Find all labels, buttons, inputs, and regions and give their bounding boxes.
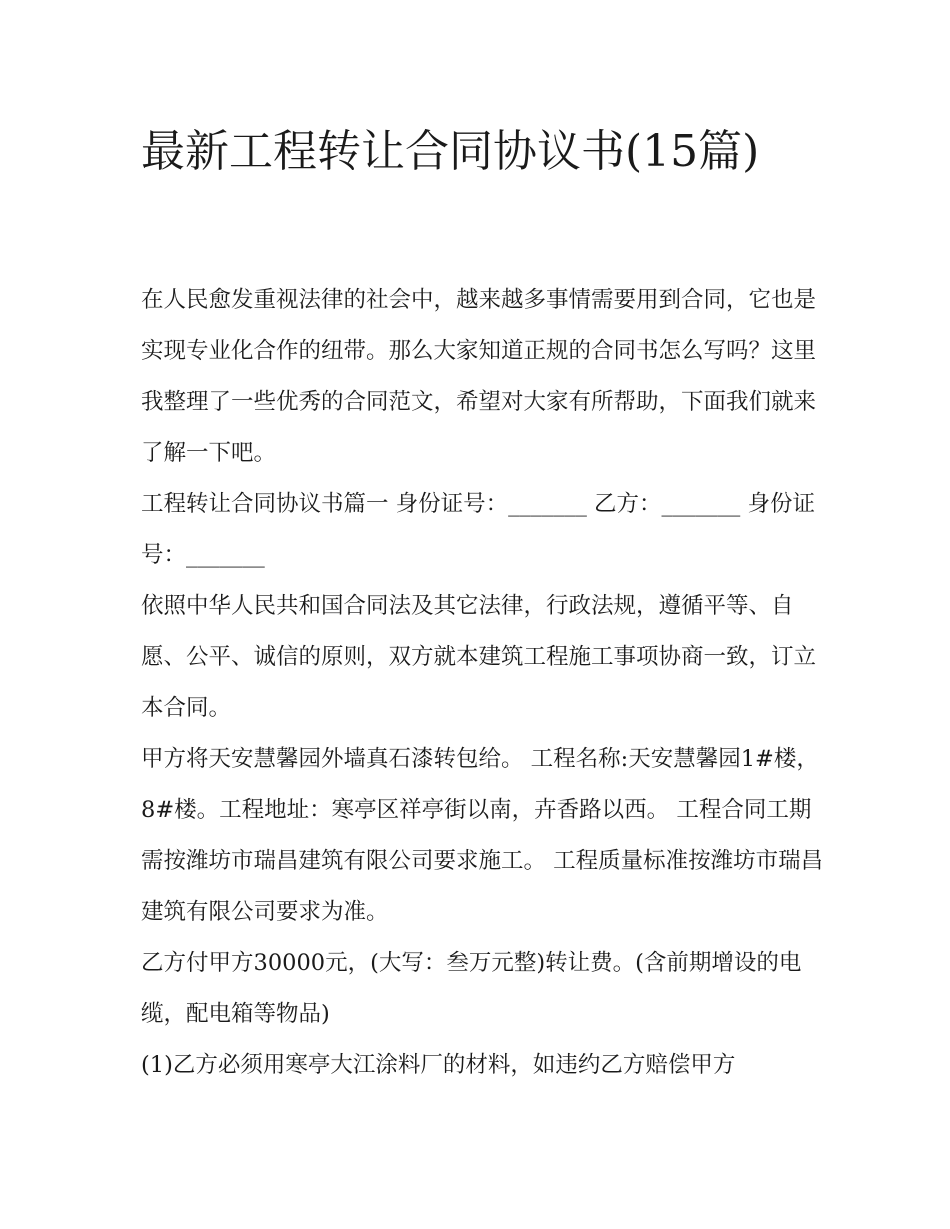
paragraph-payment: 乙方付甲方30000元，(大写：叁万元整)转让费。(含前期增设的电缆，配电箱等物品) bbox=[141, 950, 802, 1027]
paragraph-project-info: 甲方将天安慧馨园外墙真石漆转包给。 工程名称:天安慧馨园1#楼，8#楼。工程地址：寒亭区祥亭街以南，卉香路以西。 工程合同工期需按潍坊市瑞昌建筑有限公司要求施工。 工程质量标准按潍坊市瑞昌建筑有限公司要求为准。 bbox=[141, 746, 824, 925]
paragraph-parties: 工程转让合同协议书篇一 身份证号：_______ 乙方：_______ 身份证号：_______ bbox=[141, 491, 815, 568]
paragraph-intro: 在人民愈发重视法律的社会中，越来越多事情需要用到合同，它也是实现专业化合作的纽带。那么大家知道正规的合同书怎么写吗？这里我整理了一些优秀的合同范文，希望对大家有所帮助，下面我们就来了解一下吧。 bbox=[141, 287, 817, 466]
document-body bbox=[141, 275, 831, 1091]
paragraph-clause-1: (1)乙方必须用寒亭大江涂料厂的材料，如违约乙方赔偿甲方 bbox=[141, 1052, 736, 1078]
document-title: 最新工程转让合同协议书(15篇) bbox=[141, 126, 760, 177]
paragraph-legal-basis: 依照中华人民共和国合同法及其它法律，行政法规，遵循平等、自愿、公平、诚信的原则，双方就本建筑工程施工事项协商一致，订立本合同。 bbox=[141, 593, 817, 721]
